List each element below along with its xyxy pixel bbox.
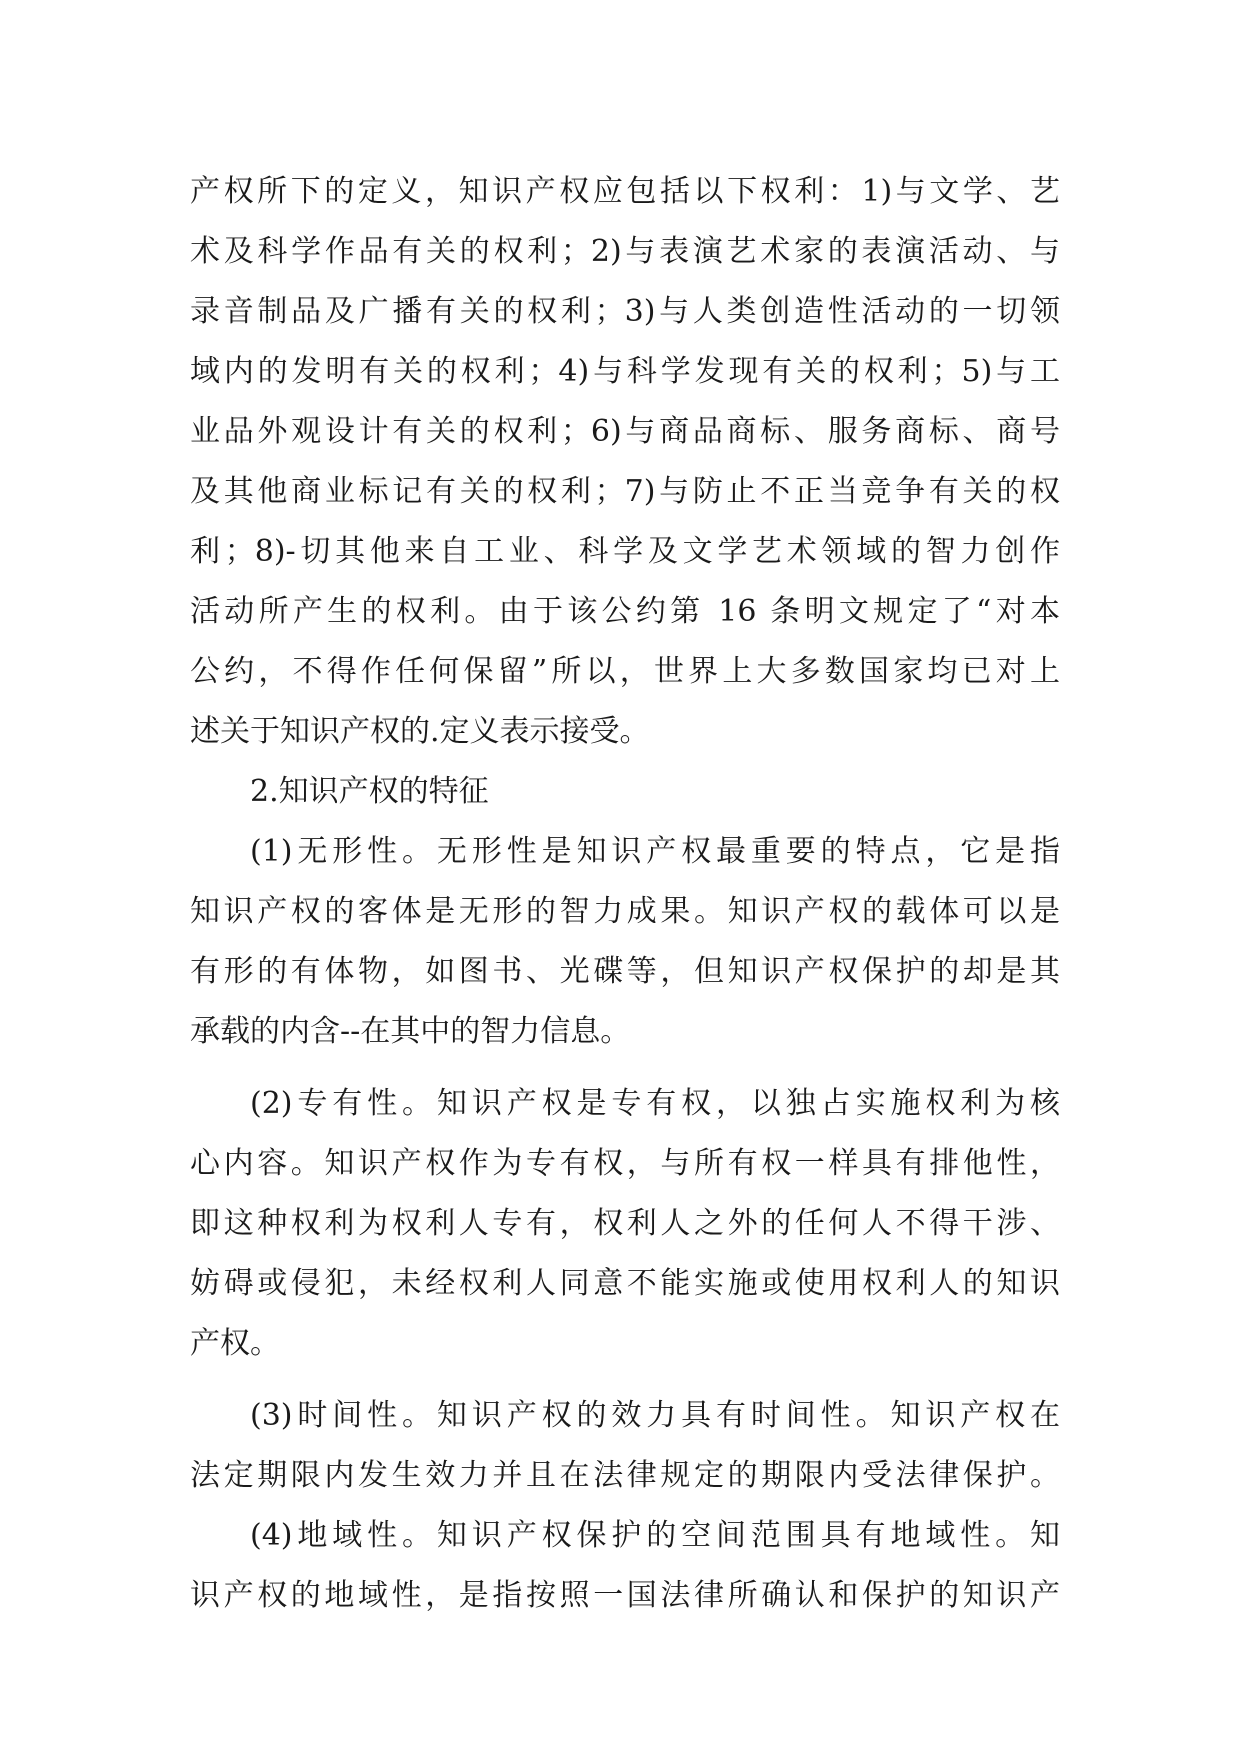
text-line: 录音制品及广播有关的权利；3)与人类创造性活动的一切领 (190, 294, 1060, 329)
paragraph-exclusivity (190, 1074, 1060, 1374)
text-line: 产权。 (190, 1326, 280, 1361)
text-line: 妨碍或侵犯，未经权利人同意不能实施或使用权利人的知识 (190, 1266, 1060, 1301)
text-line: 利；8)-切其他来自工业、科学及文学艺术领域的智力创作 (190, 534, 1060, 569)
text-line: 有形的有体物，如图书、光碟等，但知识产权保护的却是其 (190, 954, 1060, 989)
text-line: 述关于知识产权的.定义表示接受。 (190, 714, 650, 749)
paragraph-intangibility (190, 822, 1060, 1062)
text-line: 产权所下的定义，知识产权应包括以下权利：1)与文学、艺 (190, 174, 1060, 209)
paragraph-timeliness (190, 1386, 1060, 1506)
text-line: 及其他商业标记有关的权利；7)与防止不正当竞争有关的权 (190, 474, 1060, 509)
document-body (190, 162, 1060, 1626)
text-line: 域内的发明有关的权利；4)与科学发现有关的权利；5)与工 (190, 354, 1060, 389)
text-line: (4)地域性。知识产权保护的空间范围具有地域性。知 (250, 1518, 1060, 1553)
text-line: 公约，不得作任何保留”所以，世界上大多数国家均已对上 (190, 654, 1060, 689)
text-line: 心内容。知识产权作为专有权，与所有权一样具有排他性， (190, 1146, 1060, 1181)
text-line: (1)无形性。无形性是知识产权最重要的特点，它是指 (250, 834, 1060, 869)
text-line: (2)专有性。知识产权是专有权，以独占实施权利为核 (250, 1086, 1060, 1121)
text-line: 术及科学作品有关的权利；2)与表演艺术家的表演活动、与 (190, 234, 1060, 269)
text-line: (3)时间性。知识产权的效力具有时间性。知识产权在 (250, 1398, 1060, 1433)
paragraph-territoriality (190, 1506, 1060, 1626)
section-heading-ip-features (190, 762, 1060, 822)
section-heading: 2.知识产权的特征 (250, 774, 489, 809)
text-line: 业品外观设计有关的权利；6)与商品商标、服务商标、商号 (190, 414, 1060, 449)
text-line: 识产权的地域性，是指按照一国法律所确认和保护的知识产 (190, 1578, 1060, 1613)
text-line: 知识产权的客体是无形的智力成果。知识产权的载体可以是 (190, 894, 1060, 929)
text-line: 活动所产生的权利。由于该公约第 16 条明文规定了“对本 (190, 594, 1060, 629)
text-line: 法定期限内发生效力并且在法律规定的期限内受法律保护。 (190, 1458, 1060, 1493)
text-line: 承载的内含--在其中的智力信息。 (190, 1014, 631, 1049)
text-line: 即这种权利为权利人专有，权利人之外的任何人不得干涉、 (190, 1206, 1060, 1241)
paragraph-ip-rights-definition (190, 162, 1060, 762)
